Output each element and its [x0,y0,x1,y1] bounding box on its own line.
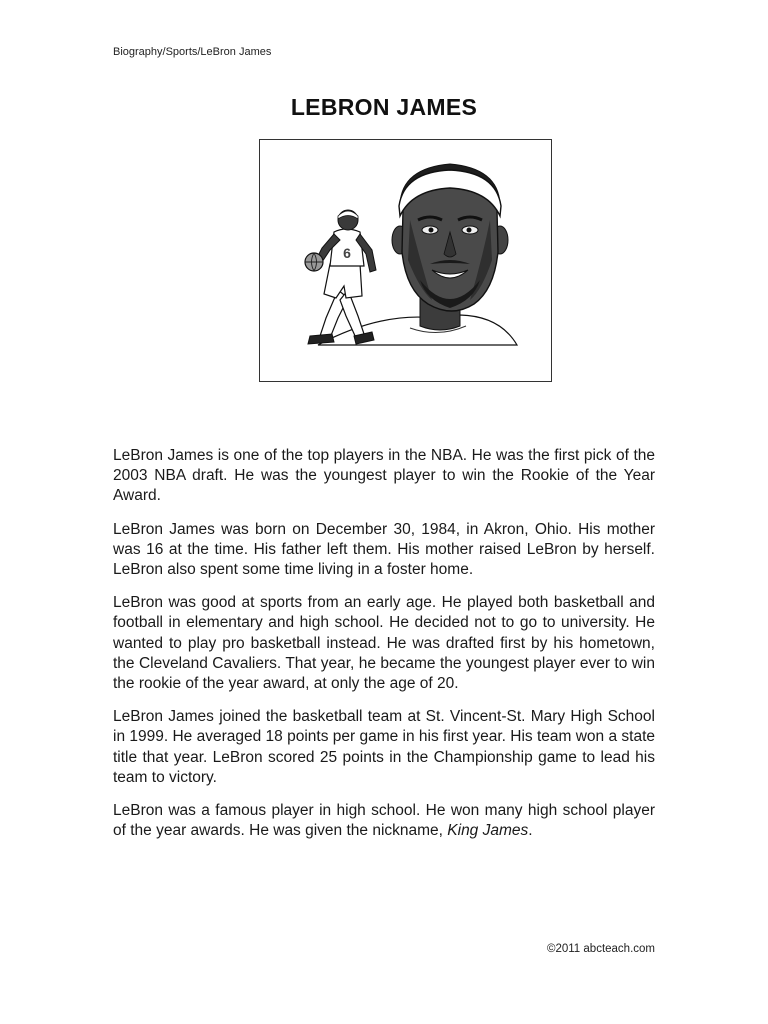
paragraph-end: . [528,822,533,840]
page-title: LEBRON JAMES [290,94,478,120]
jersey-number: 6 [343,245,351,261]
paragraph: LeBron was good at sports from an early age. He played both basketball and football in elementary and high school. He decided not to go to university. He wanted to play pro basketball instead. He was drafted first by his hometown, the Cleveland Cavaliers. That year, he became the youngest player ever to win the rookie of the year award, at only the age of 20. [113,594,655,693]
lebron-illustration [260,140,553,383]
breadcrumb: Biography/Sports/LeBron James [113,46,272,58]
paragraph: LeBron James joined the basketball team at St. Vincent-St. Mary High School in 1999. He averaged 18 points per game in his first year. His team won a state title that year. LeBron scored 25 points in the Championship game to lead his team to victory. [113,708,655,786]
nickname: King James [447,822,529,840]
paragraph: LeBron James was born on December 30, 1984, in Akron, Ohio. His mother was 16 at the time. His father left them. His mother raised LeBron by herself. LeBron also spent some time living in a foster home. [113,520,655,579]
article-body [113,446,655,854]
paragraph [113,801,655,841]
player-figure [305,210,376,344]
illustration-frame [259,139,552,382]
paragraph-text: LeBron was a famous player in high school. He won many high school player of the year awards. He was given the nickname, [113,802,655,840]
copyright-footer: ©2011 abcteach.com [547,943,655,955]
paragraph: LeBron James is one of the top players in the NBA. He was the first pick of the 2003 NBA draft. He was the youngest player to win the Rookie of the Year Award. [113,447,655,505]
